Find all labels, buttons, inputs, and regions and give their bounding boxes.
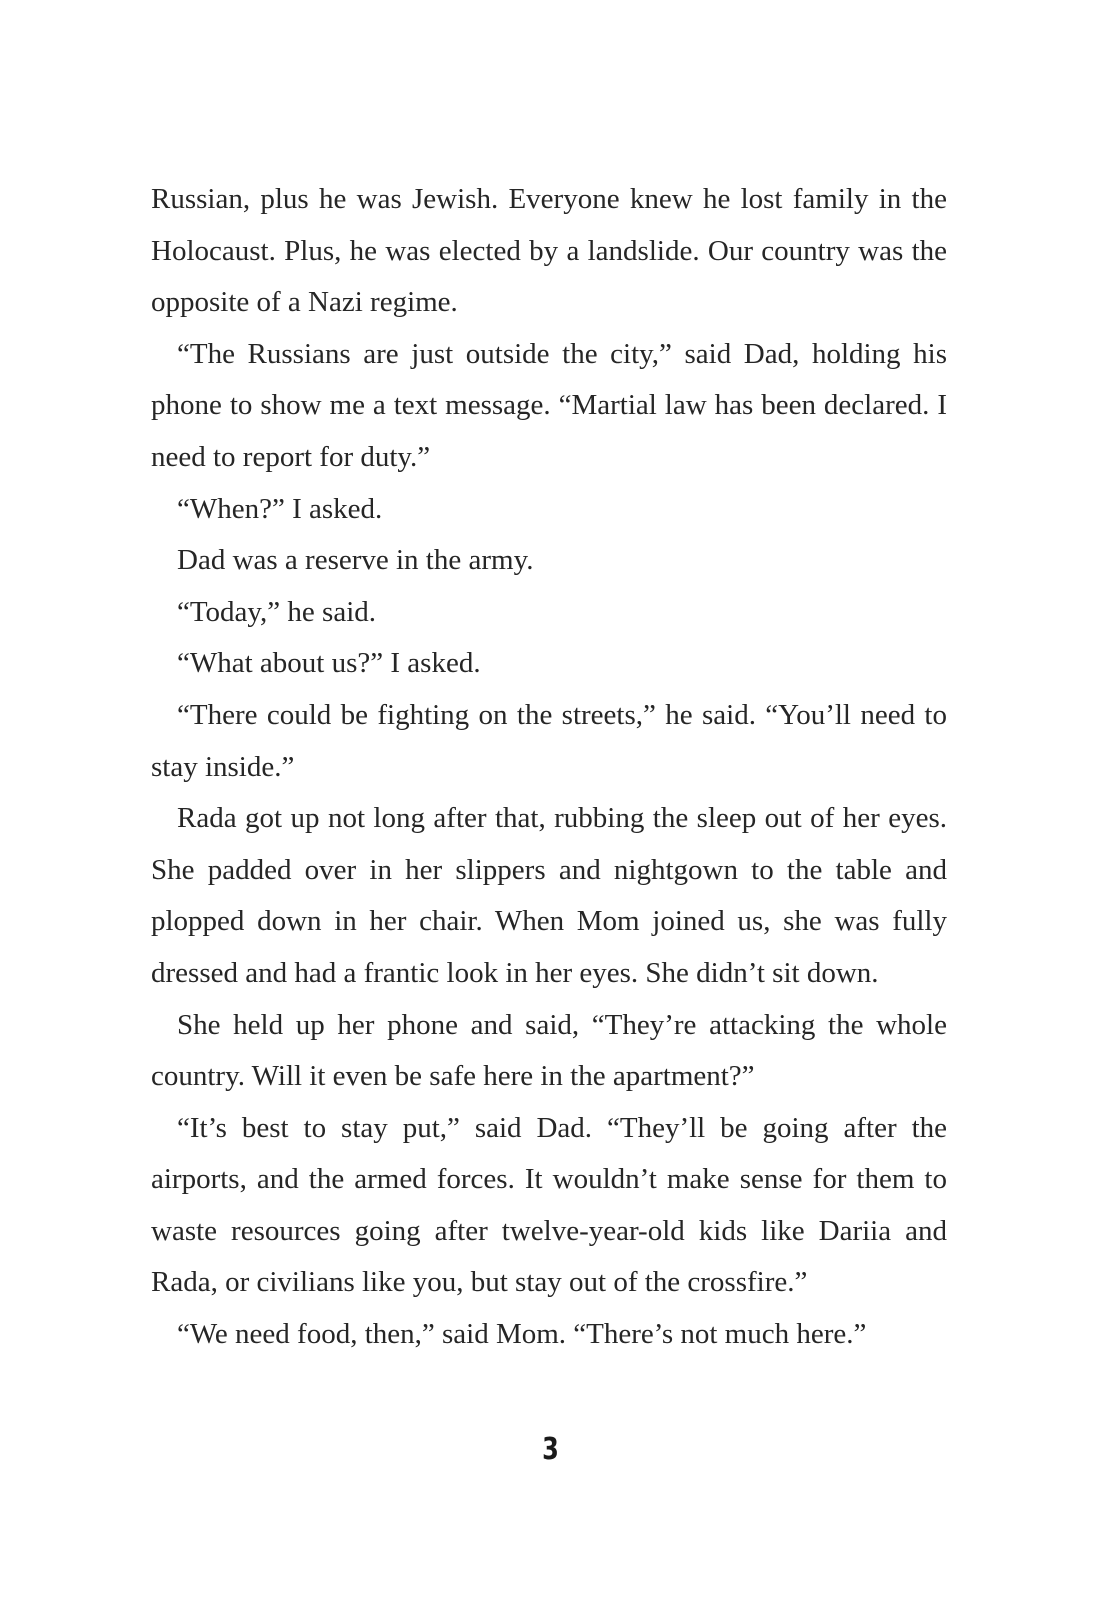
paragraph: “When?” I asked.: [177, 492, 383, 525]
page-number: 3: [542, 1432, 559, 1467]
paragraph: Rada got up not long after that, rubbing the sleep out of her eyes. She padded over in her slippers and nightgown to the table and plopped down in her chair. When Mom joined us, she was fully dressed and had a frantic look in her eyes. She didn’t sit down.: [151, 802, 947, 989]
paragraph: “There could be fighting on the streets,” he said. “You’ll need to stay inside.”: [151, 698, 947, 783]
paragraph: “We need food, then,” said Mom. “There’s not much here.”: [177, 1318, 867, 1351]
paragraph: She held up her phone and said, “They’re attacking the whole country. Will it even be safe here in the apartment?”: [151, 1008, 947, 1093]
paragraph: “It’s best to stay put,” said Dad. “They’ll be going after the airports, and the armed forces. It wouldn’t make sense for them to waste resources going after twelve-year-old kids like Dariia and Rada, or civilians like you, but stay out of the crossfire.”: [151, 1111, 947, 1299]
paragraph: Dad was a reserve in the army.: [177, 544, 534, 577]
paragraph: “The Russians are just outside the city,” said Dad, holding his phone to show me a text message. “Martial law has been declared. I need to report for duty.”: [151, 337, 947, 473]
paragraph: “Today,” he said.: [177, 595, 377, 628]
paragraph: Russian, plus he was Jewish. Everyone knew he lost family in the Holocaust. Plus, he was elected by a landslide. Our country was the opposite of a Nazi regime.: [151, 183, 947, 319]
body-text: [151, 174, 947, 1361]
paragraph: “What about us?” I asked.: [177, 647, 481, 680]
